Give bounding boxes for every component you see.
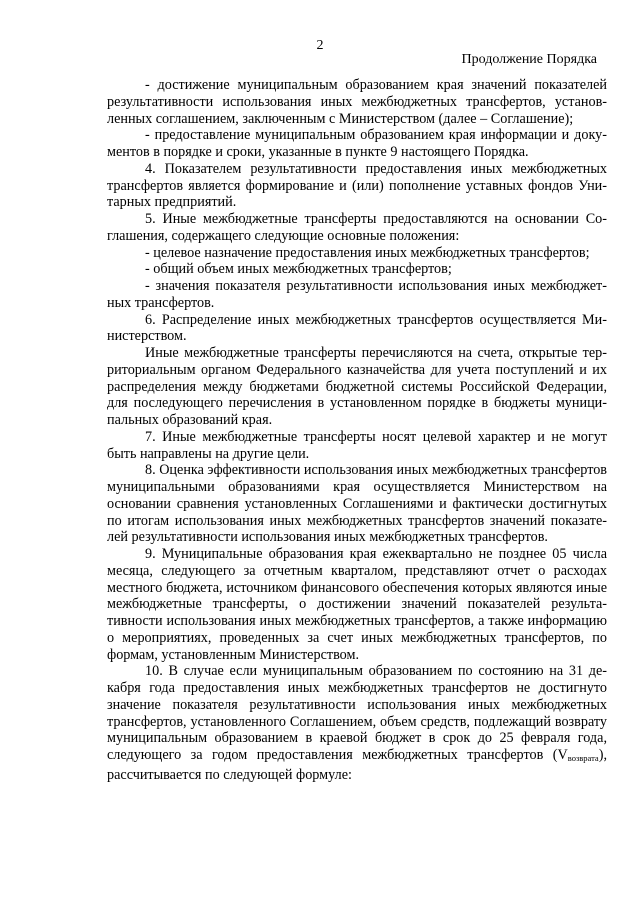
paragraph: Иные межбюджетные трансферты перечисляются на счета, открытые территориальным органом Федерального казначейства для учета поступлений и их распределения между бюджетами бюджетной системы Российской Федерации, для последующего перечисления в установленном порядке в бюджеты муниципальных образований края. [107, 345, 607, 428]
paragraph: - значения показателя результативности использования иных межбюджетных трансфертов. [107, 278, 607, 311]
paragraph: - целевое назначение предоставления иных межбюджетных трансфертов; [145, 244, 590, 261]
paragraph: 8. Оценка эффективности использования иных межбюджетных трансфертов муниципальными образованиями края осуществляется Министерством на основании сравнения установленных Соглашениями и фактически достигнутых по итогам использования иных межбюджетных трансфертов значений показателей результативности использования иных межбюджетных трансфертов. [107, 462, 608, 546]
paragraph: - достижение муниципальным образованием края значений показателей результативности использования иных межбюджетных трансфертов, установленных соглашением, заключенным с Министерством (далее – Соглашение); [107, 77, 607, 127]
paragraph-text: 10. В случае если муниципальным образованием по состоянию на 31 декабря года предоставления иных межбюджетных трансфертов не достигнуто значение показателя результативности использования иных межбюджетных трансфертов, установленного Соглашением, объем средств, подлежащий возврату муниципальным образованием в краевой бюджет в срок до 25 февраля года, следующего за годом предоставления межбюджетных трансфертов (V [107, 663, 607, 763]
paragraph: 7. Иные межбюджетные трансферты носят целевой характер и не могут быть направлены на другие цели. [107, 428, 607, 462]
page-number: 2 [316, 38, 324, 53]
document-body [107, 77, 607, 784]
paragraph: - предоставление муниципальным образованием края информации и документов в порядке и сроки, указанные в пункте 9 настоящего Порядка. [107, 127, 607, 160]
paragraph-refund-formula [107, 663, 607, 783]
paragraph: 5. Иные межбюджетные трансферты предоставляются на основании Соглашения, содержащего следующие основные положения: [107, 211, 607, 244]
continuation-note: Продолжение Порядка [461, 52, 597, 67]
paragraph: 9. Муниципальные образования края ежеквартально не позднее 05 числа месяца, следующего за отчетным кварталом, представляют отчет о расходах местного бюджета, источником финансового обеспечения которых являются иные межбюджетные трансферты, о достижении значений показателей результативности использования иных межбюджетных трансфертов, а также информацию о мероприятиях, проведенных за счет иных межбюджетных трансфертов, по формам, установленным Министерством. [107, 546, 607, 663]
paragraph: - общий объем иных межбюджетных трансфертов; [145, 261, 452, 278]
paragraph: 4. Показателем результативности предоставления иных межбюджетных трансфертов является формирование и (или) пополнение уставных фондов Унитарных предприятий. [107, 160, 607, 211]
paragraph-text: ), рассчитывается по следующей формуле: [107, 747, 607, 783]
subscript-refund: возврата [567, 753, 599, 763]
paragraph: 6. Распределение иных межбюджетных трансфертов осуществляется Министерством. [107, 311, 607, 345]
